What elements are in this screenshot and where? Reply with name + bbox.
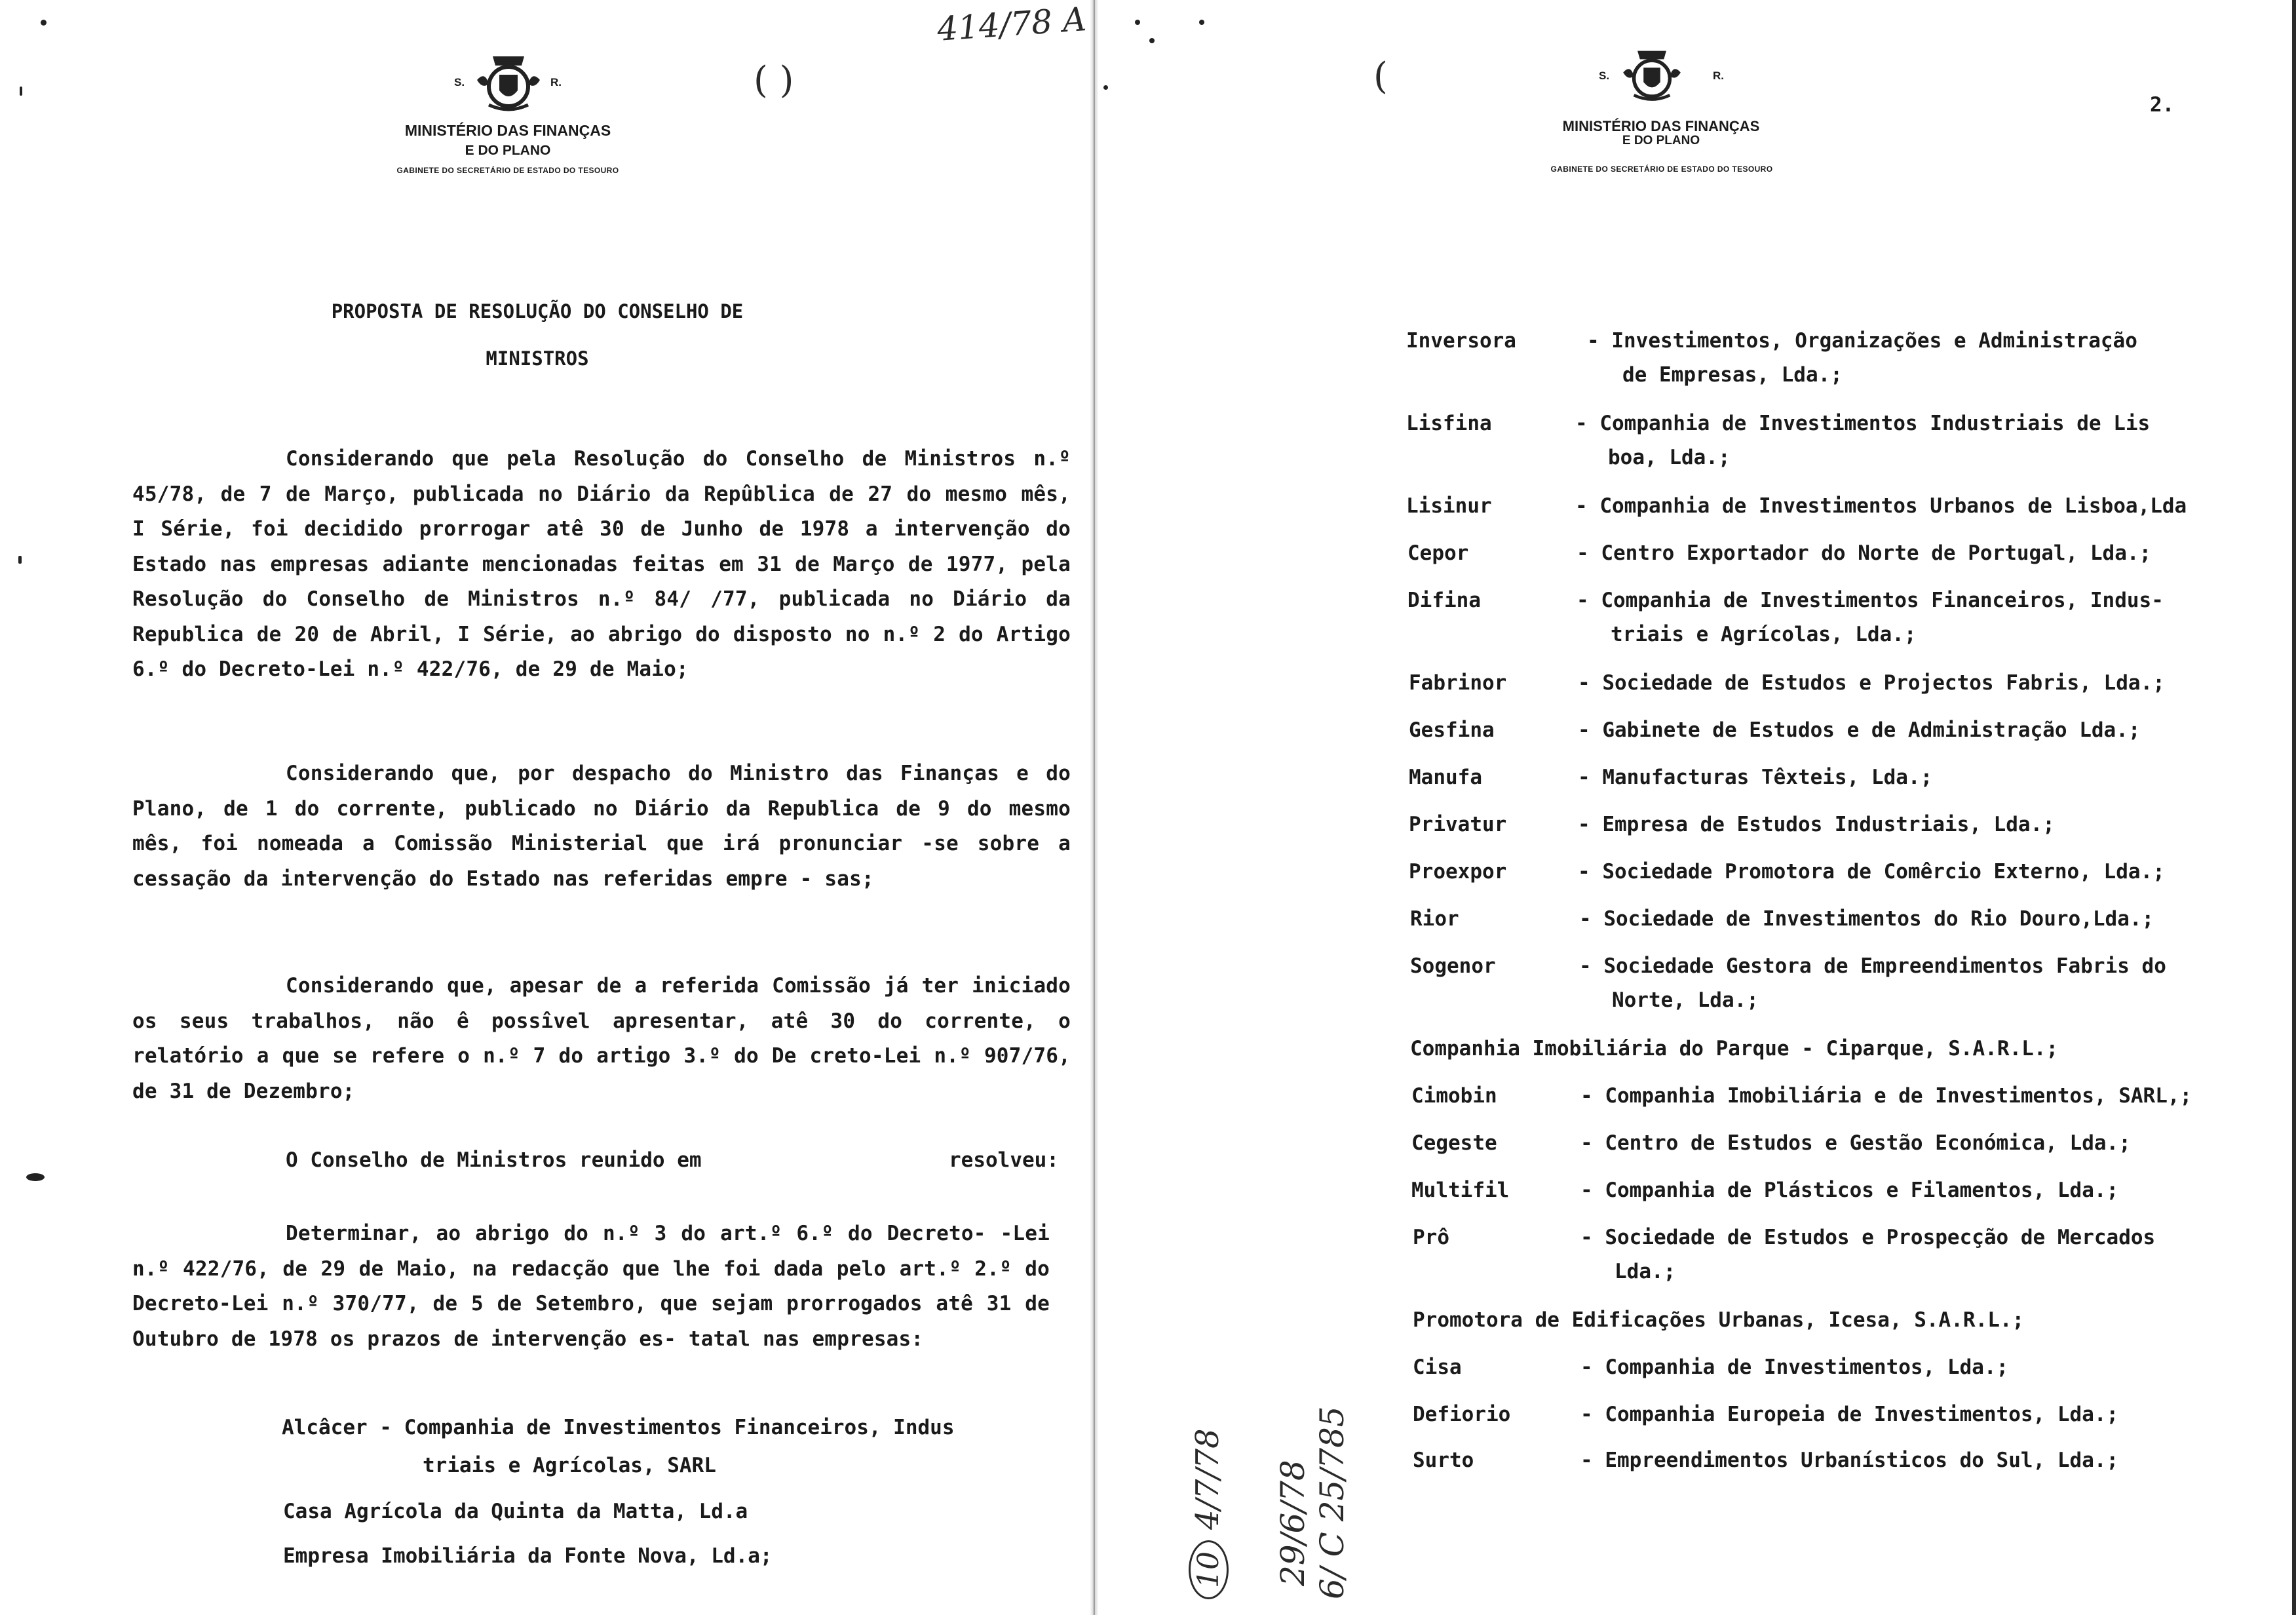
paragraph-considerando-1: Considerando que pela Resolução do Conselho de Ministros n.º 45/78, de 7 de Março, publicada no Diário da Repûblica de 27 do mesmo mês, I Série, foi decidido prorrogar atê 30 de Junho de 1978 a intervenção do Estado nas empresas adiante mencionadas feitas em 31 de Março de 1977, pela Resolução do Conselho de Ministros n.º 84/ /77, publicada no Diário da Republica de 20 de Abril, I Série, ao abrigo do disposto no n.º 2 do Artigo 6.º do Decreto-Lei n.º 422/76, de 29 de Maio;	[132, 447, 1071, 681]
scan-edge	[2292, 0, 2296, 1615]
scan-speck	[1135, 20, 1140, 25]
entry-abbreviation: Cimobin	[1411, 1084, 1497, 1108]
council-meeting-text: O Conselho de Ministros reunido em	[286, 1148, 702, 1172]
pencil-bracket-mark: (	[1373, 55, 1388, 98]
handwritten-date: 4/7/78	[1189, 1428, 1226, 1530]
entry-description-continuation: Norte, Lda.;	[1612, 988, 1759, 1012]
entry-description: - Companhia de Investimentos Urbanos de Lisboa,Lda	[1575, 494, 2187, 518]
entry-description: - Sociedade Promotora de Comêrcio Externo, Lda.;	[1578, 860, 2165, 884]
company-item-continuation: triais e Agrícolas, SARL	[423, 1454, 716, 1477]
scan-speck	[26, 1173, 45, 1181]
entry-description: - Centro Exportador do Norte de Portugal, Lda.;	[1577, 541, 2152, 565]
handwritten-annotation-line1: 6/ C 25/785	[1313, 1406, 1351, 1599]
page-number: 2.	[2150, 93, 2175, 117]
entry-abbreviation: Cegeste	[1411, 1131, 1497, 1155]
scan-speck	[18, 556, 22, 564]
entry-abbreviation: Gesfina	[1409, 718, 1495, 742]
sr-right-label: R.	[1713, 69, 1724, 82]
entry-abbreviation: Difina	[1407, 589, 1481, 612]
ministry-name: MINISTÉRIO DAS FINANÇAS	[404, 122, 611, 139]
cabinet-name: GABINETE DO SECRETÁRIO DE ESTADO DO TESOURO	[396, 166, 619, 175]
entry-description: - Companhia Europeia de Investimentos, Lda.;	[1580, 1403, 2119, 1426]
entry-description: - Sociedade de Investimentos do Rio Douro,Lda.;	[1579, 907, 2154, 931]
handwritten-annotation-line2: 29/6/78	[1274, 1460, 1312, 1586]
document-title-line2: MINISTROS	[486, 347, 589, 370]
entry-abbreviation: Proexpor	[1409, 860, 1507, 884]
entry-abbreviation: Sogenor	[1410, 954, 1496, 978]
entry-description: - Sociedade de Estudos e Prospecção de Mercados	[1580, 1226, 2156, 1249]
scan-speck	[1199, 20, 1204, 25]
pencil-bracket-mark: ( )	[754, 59, 794, 102]
paragraph-considerando-2: Considerando que, por despacho do Ministro das Finanças e do Plano, de 1 do corrente, publicado no Diário da Republica de 9 do mesmo mês, foi nomeada a Comissão Ministerial que irá pronunciar -se sobre a cessação da intervenção do Estado nas referidas empre - sas;	[132, 762, 1071, 891]
entry-description: - Empreendimentos Urbanísticos do Sul, Lda.;	[1580, 1449, 2119, 1472]
right-page	[1098, 0, 2296, 1615]
document-title: PROPOSTA DE RESOLUÇÃO DO CONSELHO DE	[331, 300, 744, 322]
margin-note-annotation	[1248, 1363, 1366, 1599]
entry-abbreviation: Fabrinor	[1409, 671, 1507, 695]
entry-description: - Gabinete de Estudos e de Administração Lda.;	[1578, 718, 2141, 742]
paragraph-considerando-3: Considerando que, apesar de a referida Comissão já ter iniciado os seus trabalhos, não ê possîvel apresentar, atê 30 do corrente, o relatório a que se refere o n.º 7 do artigo 3.º do De creto-Lei n.º 907/76, de 31 de Dezembro;	[132, 974, 1071, 1103]
entry-abbreviation: Cepor	[1407, 541, 1469, 565]
ministry-name-line2: E DO PLANO	[1622, 134, 1700, 147]
scan-speck	[1103, 85, 1108, 90]
entry-abbreviation: Lisinur	[1406, 494, 1492, 518]
left-page	[0, 0, 1093, 1615]
company-item: Empresa Imobiliária da Fonte Nova, Ld.a;	[283, 1544, 773, 1568]
ministry-name-line2: E DO PLANO	[465, 143, 551, 158]
entry-abbreviation: Surto	[1413, 1449, 1474, 1472]
entry-description-continuation: Lda.;	[1615, 1260, 1676, 1283]
entry-abbreviation: Multifil	[1411, 1178, 1510, 1202]
entry-abbreviation: Inversora	[1406, 329, 1516, 353]
entry-description: - Sociedade Gestora de Empreendimentos Fabris do	[1579, 954, 2166, 978]
ministry-name: MINISTÉRIO DAS FINANÇAS	[1562, 118, 1760, 134]
sr-right-label: R.	[550, 76, 562, 88]
entry-abbreviation: Cisa	[1413, 1355, 1462, 1379]
entry-description: - Companhia de Investimentos Financeiros, Indus-	[1577, 589, 2164, 612]
coat-of-arms-icon	[473, 54, 544, 114]
entry-description: - Centro de Estudos e Gestão Económica, Lda.;	[1580, 1131, 2131, 1155]
company-item: Alcâcer - Companhia de Investimentos Financeiros, Indus	[282, 1416, 955, 1439]
entry-abbreviation: Lisfina	[1406, 412, 1492, 435]
entry-description: - Empresa de Estudos Industriais, Lda.;	[1578, 813, 2055, 836]
entry-description: - Companhia de Investimentos, Lda.;	[1580, 1355, 2009, 1379]
scan-speck	[20, 87, 22, 96]
entry-description-continuation: boa, Lda.;	[1608, 446, 1731, 469]
scan-speck	[41, 20, 47, 26]
entry-description: - Companhia de Investimentos Industriais de Lis	[1575, 412, 2151, 435]
coat-of-arms-icon	[1619, 49, 1685, 104]
entry-description-continuation: triais e Agrícolas, Lda.;	[1611, 623, 1917, 646]
entry-description-continuation: de Empresas, Lda.;	[1622, 363, 1843, 387]
entry-description: - Sociedade de Estudos e Projectos Fabris, Lda.;	[1578, 671, 2165, 695]
handwritten-reference: 414/78 A	[936, 0, 1088, 49]
entry-abbreviation: Privatur	[1409, 813, 1507, 836]
entry-description: - Companhia de Plásticos e Filamentos, Lda.;	[1580, 1178, 2119, 1202]
entry-abbreviation: Prô	[1413, 1226, 1449, 1249]
entry-description: - Companhia Imobiliária e de Investimentos, SARL,;	[1580, 1084, 2192, 1108]
circled-number: 10	[1189, 1540, 1229, 1599]
entry-description: - Investimentos, Organizações e Administração	[1587, 329, 2137, 353]
sr-left-label: S.	[1599, 69, 1610, 82]
paragraph-determinar: Determinar, ao abrigo do n.º 3 do art.º 6.º do Decreto- -Lei n.º 422/76, de 29 de Maio, na redacção que lhe foi dada pelo art.º 2.º do Decreto-Lei n.º 370/77, de 5 de Setembro, que sejam prorrogados atê 31 de Outubro de 1978 os prazos de intervenção es- tatal nas empresas:	[132, 1222, 1050, 1351]
entry-abbreviation: Rior	[1410, 907, 1459, 931]
company-item: Casa Agrícola da Quinta da Matta, Ld.a	[283, 1500, 748, 1523]
sr-left-label: S.	[454, 76, 465, 88]
entry-description: - Manufacturas Têxteis, Lda.;	[1578, 766, 1933, 789]
entry-description: Companhia Imobiliária do Parque - Ciparque, S.A.R.L.;	[1410, 1037, 2059, 1060]
page-gutter	[1090, 0, 1098, 1615]
cabinet-name: GABINETE DO SECRETÁRIO DE ESTADO DO TESOURO	[1550, 165, 1773, 174]
entry-abbreviation: Defiorio	[1413, 1403, 1511, 1426]
scan-speck	[1149, 38, 1155, 43]
entry-abbreviation: Manufa	[1409, 766, 1482, 789]
entry-description: Promotora de Edificações Urbanas, Icesa, S.A.R.L.;	[1413, 1308, 2025, 1332]
council-resolved-text: resolveu:	[949, 1148, 1059, 1172]
